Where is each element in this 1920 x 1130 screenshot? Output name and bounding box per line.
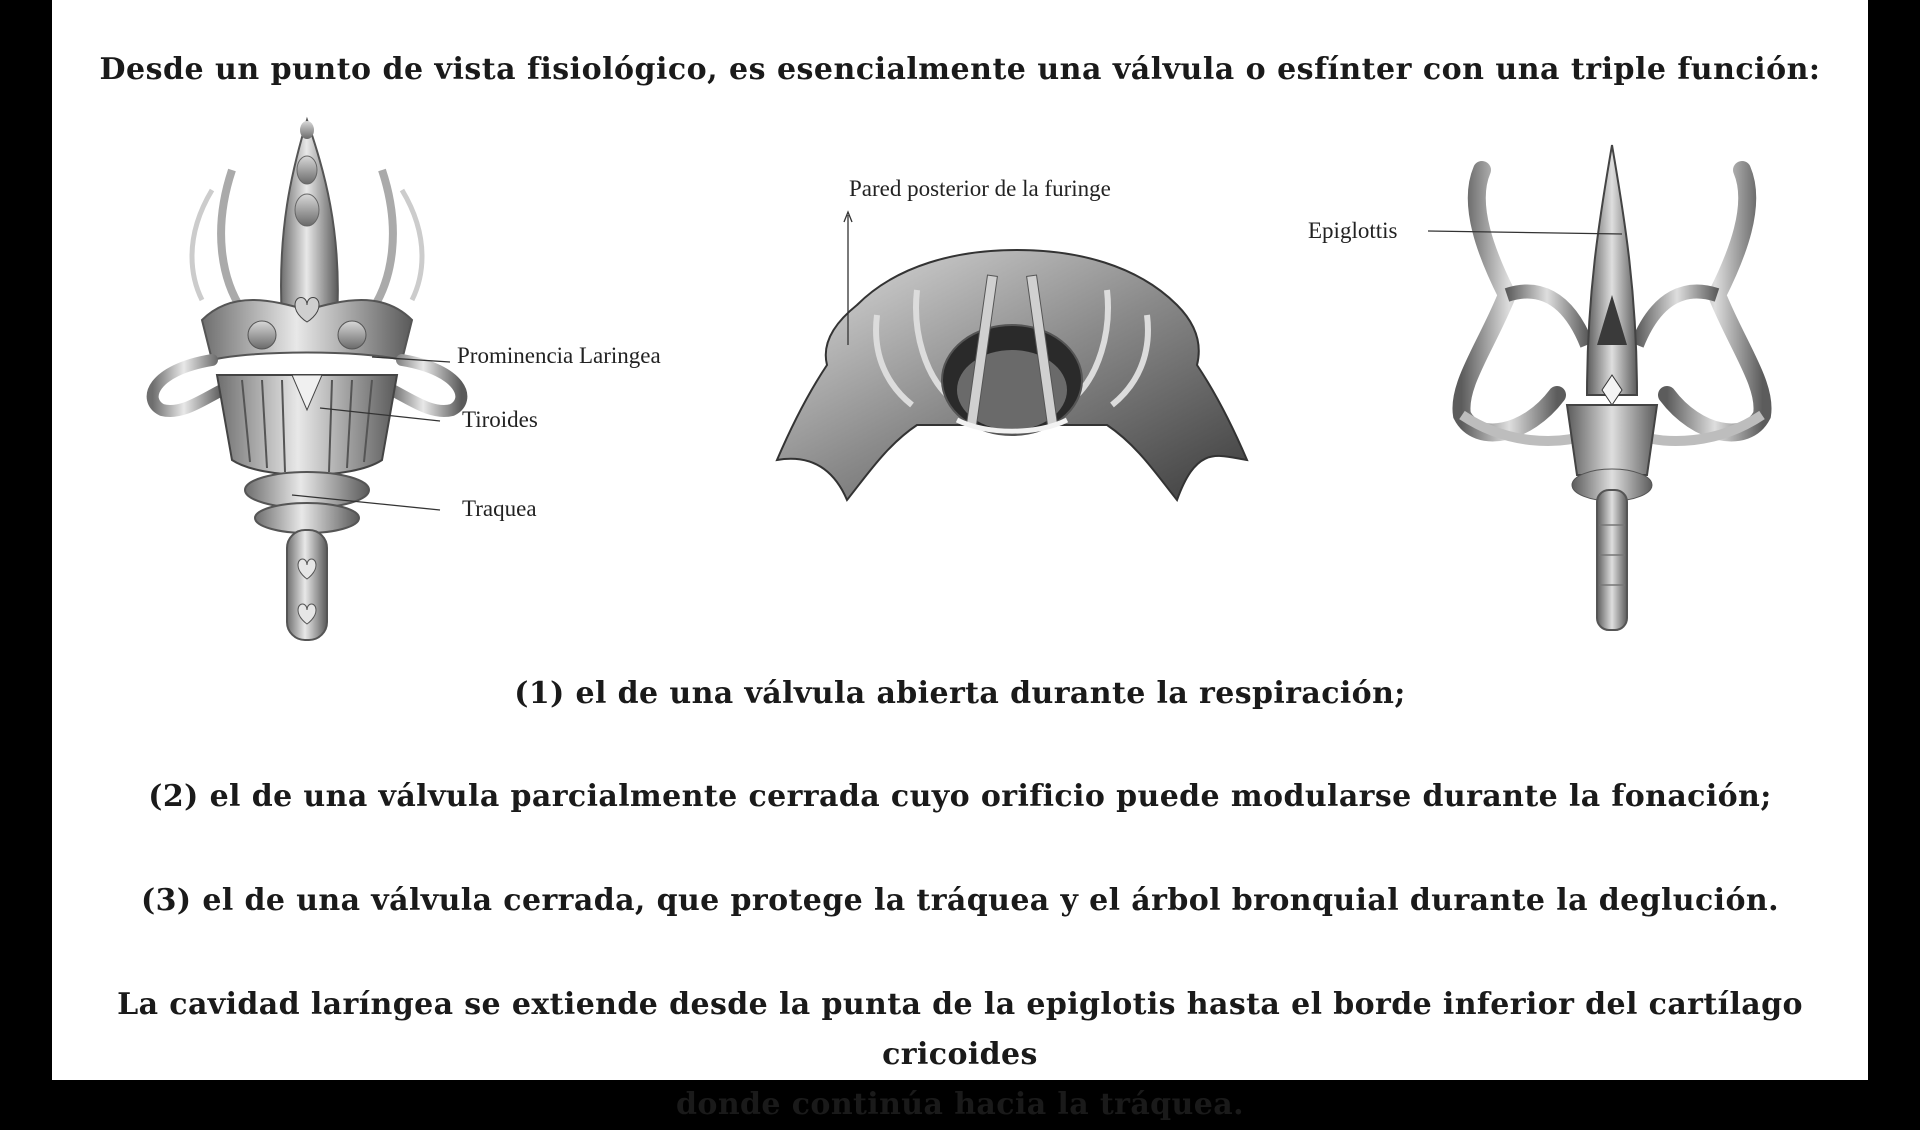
page-title: Desde un punto de vista fisiológico, es esencialmente una válvula o esfínter con una triple función: bbox=[99, 52, 1821, 87]
function-3: (3) el de una válvula cerrada, que protege la tráquea y el árbol bronquial durante la deglución. bbox=[141, 883, 1779, 918]
closing-line-2: donde continúa hacia la tráquea. bbox=[676, 1087, 1244, 1122]
label-prominencia-laringea: Prominencia Laringea bbox=[457, 343, 661, 368]
slide bbox=[52, 0, 1868, 1122]
closing-paragraph bbox=[52, 980, 1868, 1130]
label-epiglottis: Epiglottis bbox=[1308, 218, 1398, 243]
function-2: (2) el de una válvula parcialmente cerrada cuyo orificio puede modularse durante la fonación; bbox=[148, 779, 1772, 814]
label-tiroides: Tiroides bbox=[462, 407, 538, 432]
right-leader-line bbox=[52, 0, 1868, 560]
function-1: (1) el de una válvula abierta durante la respiración; bbox=[514, 676, 1406, 711]
label-traquea: Traquea bbox=[462, 496, 537, 521]
closing-line-1: La cavidad laríngea se extiende desde la punta de la epiglotis hasta el borde inferior del cartílago cricoides bbox=[117, 987, 1803, 1072]
label-pared-posterior: Pared posterior de la furinge bbox=[849, 176, 1111, 201]
